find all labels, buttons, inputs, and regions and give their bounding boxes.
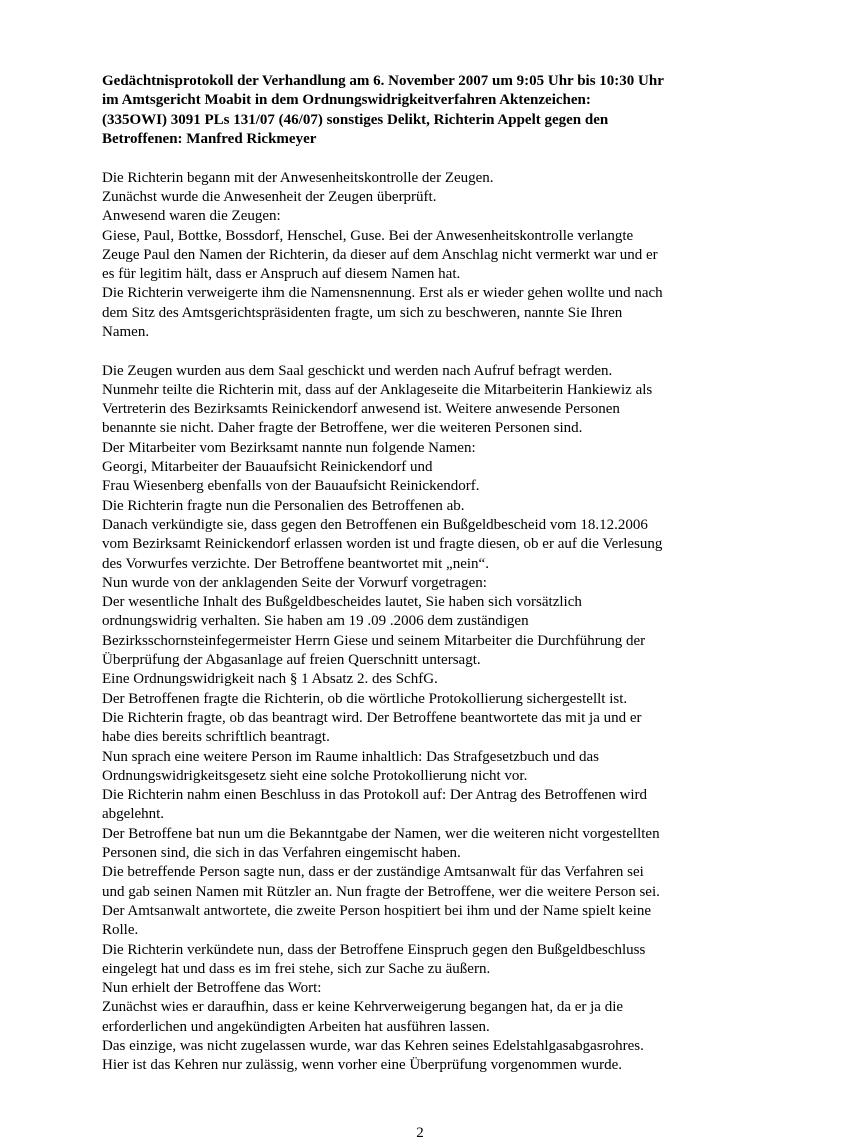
paragraph-proceedings bbox=[102, 362, 802, 1076]
text-line: Namen. bbox=[102, 324, 150, 340]
text-line: und gab seinen Namen mit Rützler an. Nun fragte der Betroffene, wer die weitere Person sei. bbox=[102, 883, 660, 900]
text-line: vom Bezirksamt Reinickendorf erlassen worden ist und fragte diesen, ob er auf die Verlesung bbox=[102, 536, 663, 553]
page-number bbox=[0, 1125, 864, 1142]
text-line: Personen sind, die sich in das Verfahren eingemischt haben. bbox=[102, 845, 461, 862]
text-line: Der wesentliche Inhalt des Bußgeldbescheides lautet, Sie haben sich vorsätzlich bbox=[102, 594, 582, 611]
text-line: habe dies bereits schriftlich beantragt. bbox=[102, 729, 330, 746]
text-line: Zunächst wurde die Anwesenheit der Zeugen überprüft. bbox=[102, 188, 437, 205]
text-line: Anwesend waren die Zeugen: bbox=[102, 208, 281, 225]
text-line: Die Richterin nahm einen Beschluss in das Protokoll auf: Der Antrag des Betroffenen wird bbox=[102, 787, 648, 804]
text-line: Die Richterin fragte, ob das beantragt wird. Der Betroffene beantwortete das mit ja und er bbox=[102, 709, 642, 726]
text-line: Hier ist das Kehren nur zulässig, wenn vorher eine Überprüfung vorgenommen wurde. bbox=[102, 1057, 622, 1074]
text-line: Die betreffende Person sagte nun, dass er der zuständige Amtsanwalt für das Verfahren sei bbox=[102, 864, 644, 881]
text-line: Nunmehr teilte die Richterin mit, dass auf der Anklageseite die Mitarbeiterin Hankiewiz als bbox=[102, 381, 653, 398]
text-line: Danach verkündigte sie, dass gegen den Betroffenen ein Bußgeldbescheid vom 18.12.2006 bbox=[102, 516, 648, 533]
text-line: eingelegt hat und dass es im frei stehe, sich zur Sache zu äußern. bbox=[102, 960, 491, 977]
text-line: ordnungswidrig verhalten. Sie haben am 19 .09 .2006 dem zuständigen bbox=[102, 613, 529, 630]
page-number-text: 2 bbox=[416, 1125, 424, 1141]
text-line: Die Zeugen wurden aus dem Saal geschickt und werden nach Aufruf befragt werden. bbox=[102, 362, 613, 379]
text-line: Eine Ordnungswidrigkeit nach § 1 Absatz 2. des SchfG. bbox=[102, 671, 438, 688]
text-line: Überprüfung der Abgasanlage auf freien Querschnitt untersagt. bbox=[102, 652, 481, 669]
text-line: dem Sitz des Amtsgerichtspräsidenten fragte, um sich zu beschweren, nannte Sie Ihren bbox=[102, 304, 623, 321]
text-line: Der Betroffenen fragte die Richterin, ob die wörtliche Protokollierung sichergestellt ist. bbox=[102, 690, 628, 707]
text-line: Der Betroffene bat nun um die Bekanntgabe der Namen, wer die weiteren nicht vorgestellten bbox=[102, 825, 660, 842]
text-line: Giese, Paul, Bottke, Bossdorf, Henschel, Guse. Bei der Anwesenheitskontrolle verlangte bbox=[102, 227, 634, 244]
text-line: Der Amtsanwalt antwortete, die zweite Person hospitiert bei ihm und der Name spielt keine bbox=[102, 902, 652, 919]
heading-line: Gedächtnisprotokoll der Verhandlung am 6. November 2007 um 9:05 Uhr bis 10:30 Uhr bbox=[102, 73, 664, 89]
text-line: Bezirksschornsteinfegermeister Herrn Giese und seinem Mitarbeiter die Durchführung der bbox=[102, 632, 646, 649]
text-line: benannte sie nicht. Daher fragte der Betroffene, wer die weiteren Personen sind. bbox=[102, 420, 583, 437]
text-line: Ordnungswidrigkeitsgesetz sieht eine solche Protokollierung nicht vor. bbox=[102, 767, 528, 784]
text-line: Nun erhielt der Betroffene das Wort: bbox=[102, 980, 322, 997]
text-line: Das einzige, was nicht zugelassen wurde, war das Kehren seines Edelstahlgasabgasrohres. bbox=[102, 1037, 644, 1054]
protocol-heading bbox=[102, 72, 802, 150]
text-line: Zeuge Paul den Namen der Richterin, da dieser auf dem Anschlag nicht vermerkt war und er bbox=[102, 246, 658, 263]
protocol-body bbox=[102, 169, 802, 1076]
text-line: Der Mitarbeiter vom Bezirksamt nannte nun folgende Namen: bbox=[102, 439, 476, 456]
heading-line: Betroffenen: Manfred Rickmeyer bbox=[102, 131, 317, 148]
text-line: Georgi, Mitarbeiter der Bauaufsicht Reinickendorf und bbox=[102, 459, 433, 476]
text-line: erforderlichen und angekündigten Arbeiten hat ausführen lassen. bbox=[102, 1018, 490, 1035]
text-line: abgelehnt. bbox=[102, 806, 165, 823]
text-line: Vertreterin des Bezirksamts Reinickendorf anwesend ist. Weitere anwesende Personen bbox=[102, 401, 620, 418]
text-line: Rolle. bbox=[102, 922, 139, 939]
text-line: Die Richterin begann mit der Anwesenheitskontrolle der Zeugen. bbox=[102, 169, 494, 186]
text-line: Die Richterin fragte nun die Personalien des Betroffenen ab. bbox=[102, 497, 465, 514]
text-line: Zunächst wies er daraufhin, dass er keine Kehrverweigerung begangen hat, da er ja die bbox=[102, 999, 624, 1016]
text-line: des Vorwurfes verzichte. Der Betroffene beantwortet mit „nein“. bbox=[102, 555, 489, 572]
text-line: Die Richterin verkündete nun, dass der Betroffene Einspruch gegen den Bußgeldbeschluss bbox=[102, 941, 646, 958]
text-line: Die Richterin verweigerte ihm die Namensnennung. Erst als er wieder gehen wollte und nach bbox=[102, 285, 663, 302]
text-line: Nun wurde von der anklagenden Seite der Vorwurf vorgetragen: bbox=[102, 574, 487, 591]
text-line: es für legitim hält, dass er Anspruch auf diesem Namen hat. bbox=[102, 266, 461, 283]
paragraph-gap bbox=[102, 342, 802, 361]
paragraph-attendance bbox=[102, 169, 802, 343]
page-content bbox=[102, 72, 802, 1076]
text-line: Nun sprach eine weitere Person im Raume inhaltlich: Das Strafgesetzbuch und das bbox=[102, 748, 599, 765]
heading-line: im Amtsgericht Moabit in dem Ordnungswidrigkeitverfahren Aktenzeichen: bbox=[102, 92, 591, 109]
heading-line: (335OWI) 3091 PLs 131/07 (46/07) sonstiges Delikt, Richterin Appelt gegen den bbox=[102, 111, 609, 128]
text-line: Frau Wiesenberg ebenfalls von der Bauaufsicht Reinickendorf. bbox=[102, 478, 480, 495]
